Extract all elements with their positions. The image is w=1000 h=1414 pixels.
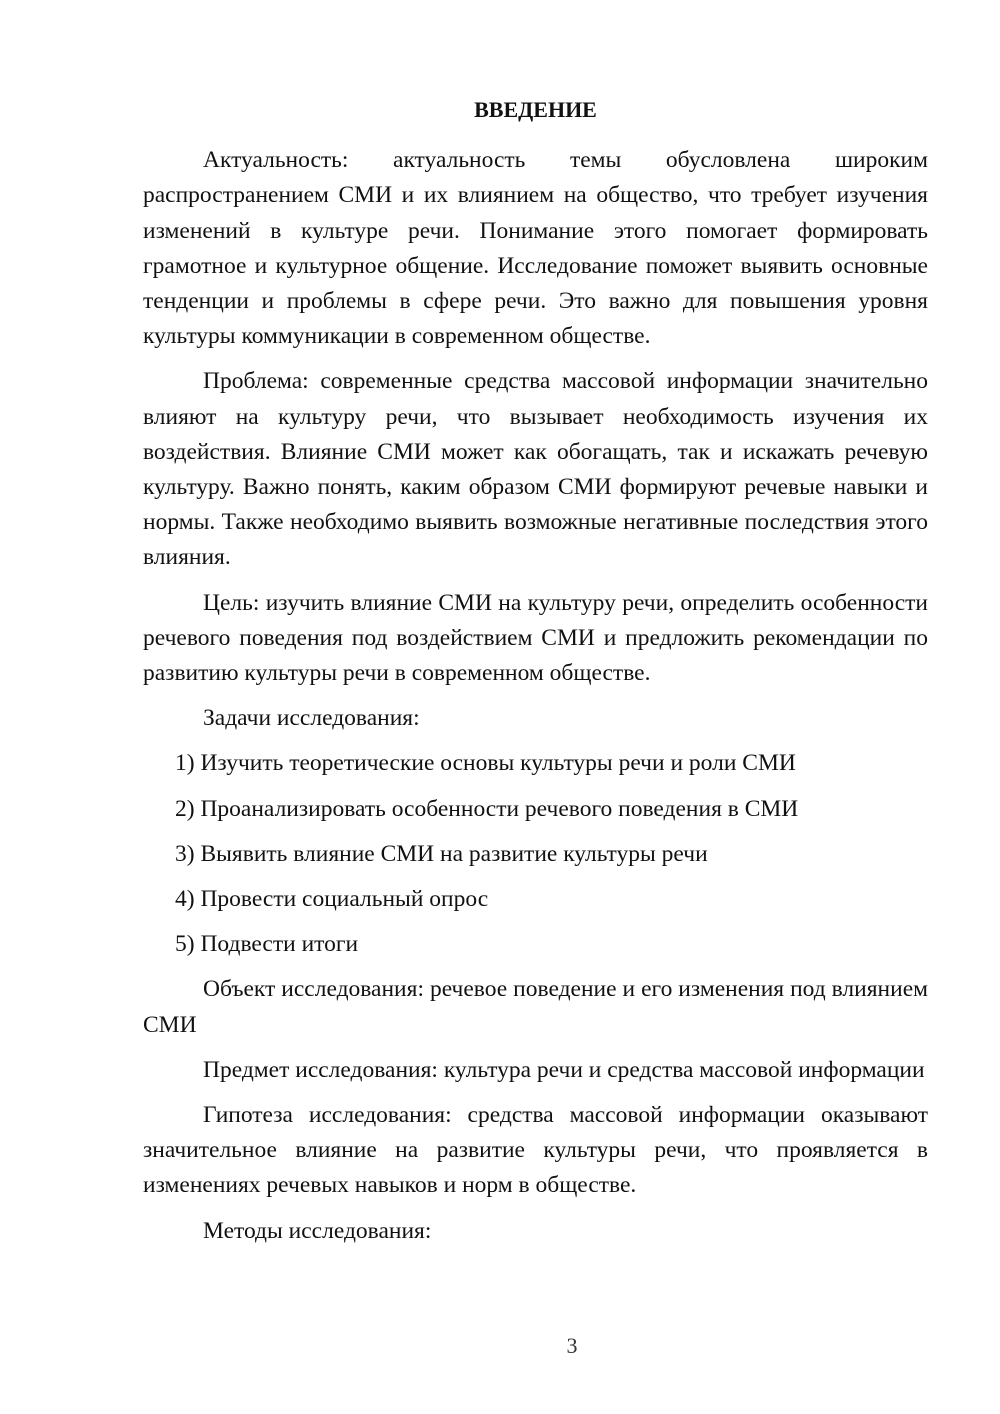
page-content	[143, 92, 928, 1259]
object-paragraph: Объект исследования: речевое поведение и его изменения под влиянием СМИ	[143, 976, 928, 1038]
task-item: 4) Провести социальный опрос	[175, 886, 489, 913]
task-item: 1) Изучить теоретические основы культуры речи и роли СМИ	[175, 750, 796, 777]
task-item: 5) Подвести итоги	[175, 931, 359, 958]
page-title: ВВЕДЕНИЕ	[474, 97, 597, 122]
subject-paragraph: Предмет исследования: культура речи и средства массовой информации	[203, 1056, 925, 1083]
task-item: 2) Проанализировать особенности речевого поведения в СМИ	[175, 795, 799, 822]
page-number: 3	[566, 1333, 578, 1358]
task-item: 3) Выявить влияние СМИ на развитие культуры речи	[175, 840, 708, 867]
tasks-heading: Задачи исследования:	[203, 705, 420, 732]
problem-paragraph: Проблема: современные средства массовой информации значительно влияют на культуру речи, что вызывает необходимость изучения их воздействия. Влияние СМИ может как обогащать, так и искажать речевую культуру. Важно понять, каким образом СМИ формируют речевые навыки и нормы. Также необходимо выявить возможные негативные последствия этого влияния.	[143, 368, 928, 571]
methods-paragraph: Методы исследования:	[203, 1217, 432, 1244]
hypothesis-paragraph: Гипотеза исследования: средства массовой информации оказывают значительное влияние на развитие культуры речи, что проявляется в изменениях речевых навыков и норм в обществе.	[143, 1102, 928, 1199]
relevance-paragraph: Актуальность: актуальность темы обусловлена широким распространением СМИ и их влиянием на общество, что требует изучения изменений в культуре речи. Понимание этого помогает формировать грамотное и культурное общение. Исследование поможет выявить основные тенденции и проблемы в сфере речи. Это важно для повышения уровня культуры коммуникации в современном обществе.	[143, 147, 928, 350]
goal-paragraph: Цель: изучить влияние СМИ на культуру речи, определить особенности речевого поведения под воздействием СМИ и предложить рекомендации по развитию культуры речи в современном обществе.	[143, 589, 928, 687]
